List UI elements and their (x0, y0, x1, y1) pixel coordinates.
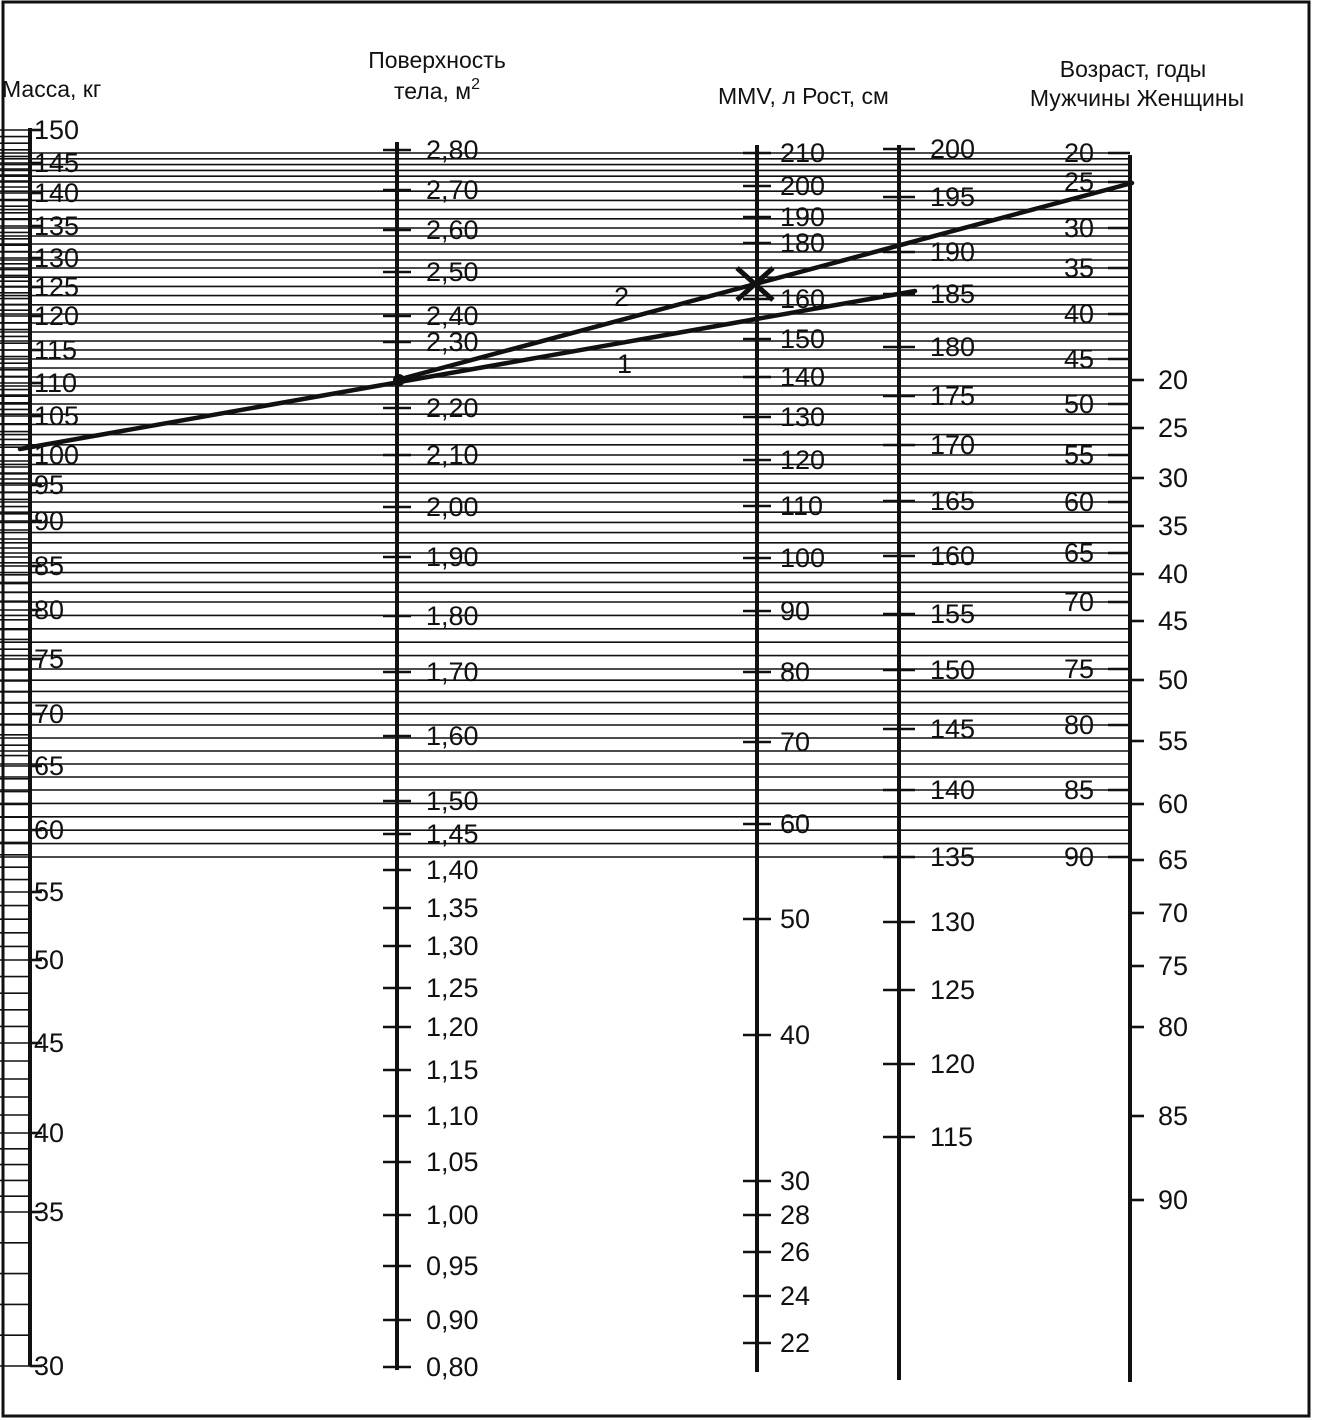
surface-pivot (393, 374, 405, 386)
mmv-tick-label: 60 (780, 809, 811, 839)
mmv-tick-label: 200 (780, 171, 826, 201)
surface-tick-label: 0,80 (426, 1352, 479, 1382)
mmv-tick-label: 28 (780, 1200, 811, 1230)
height-tick-label: 180 (930, 332, 976, 362)
surface-tick-label: 1,00 (426, 1200, 479, 1230)
mmv-tick-label: 26 (780, 1237, 811, 1267)
header-mmv-height: MMV, л Рост, см (718, 83, 889, 109)
header-mass: Масса, кг (2, 76, 102, 102)
mass-tick-label: 140 (34, 178, 80, 208)
height-tick-label: 190 (930, 237, 976, 267)
surface-tick-label: 2,50 (426, 257, 479, 287)
header-surface-1: Поверхность (368, 47, 506, 73)
age_women-tick-label: 65 (1158, 845, 1189, 875)
age_men-tick-label: 70 (1063, 587, 1094, 617)
age_women-tick-label: 85 (1158, 1101, 1189, 1131)
age_women-tick-label: 90 (1158, 1185, 1189, 1215)
age_men-tick-label: 45 (1063, 344, 1094, 374)
mass-tick-label: 80 (34, 595, 65, 625)
mass-tick-label: 30 (34, 1351, 65, 1381)
mass-tick-label: 60 (34, 815, 65, 845)
surface-tick-label: 1,90 (426, 542, 479, 572)
age_women-tick-label: 80 (1158, 1012, 1189, 1042)
mass-tick-label: 65 (34, 751, 65, 781)
age_women-tick-label: 45 (1158, 606, 1189, 636)
height-tick-label: 145 (930, 714, 976, 744)
mass-tick-label: 150 (34, 115, 80, 145)
mass-tick-label: 105 (34, 401, 80, 431)
height-tick-label: 160 (930, 541, 976, 571)
age_men-tick-label: 60 (1063, 487, 1094, 517)
mmv-tick-label: 210 (780, 138, 826, 168)
mmv-tick-label: 110 (780, 491, 824, 521)
height-tick-label: 155 (930, 599, 976, 629)
surface-tick-label: 1,20 (426, 1012, 479, 1042)
mass-tick-label: 100 (34, 440, 80, 470)
mass-tick-label: 135 (34, 211, 80, 241)
surface-tick-label: 2,20 (426, 393, 479, 423)
height-tick-label: 175 (930, 381, 976, 411)
surface-tick-label: 2,00 (426, 492, 479, 522)
mass-tick-label: 95 (34, 470, 65, 500)
mmv-tick-label: 30 (780, 1166, 811, 1196)
mass-tick-label: 115 (34, 335, 78, 365)
age_women-tick-label: 60 (1158, 789, 1189, 819)
height-tick-label: 200 (930, 134, 976, 164)
age_men-tick-label: 90 (1063, 842, 1094, 872)
mmv-tick-label: 24 (780, 1281, 811, 1311)
height-tick-label: 120 (930, 1049, 976, 1079)
surface-tick-label: 1,15 (426, 1055, 479, 1085)
age_men-tick-label: 25 (1063, 167, 1094, 197)
age_men-tick-label: 50 (1063, 389, 1094, 419)
surface-tick-label: 2,30 (426, 327, 479, 357)
mmv-tick-label: 90 (780, 596, 811, 626)
age_men-tick-label: 85 (1063, 775, 1094, 805)
height-tick-label: 140 (930, 775, 976, 805)
surface-tick-label: 1,10 (426, 1101, 479, 1131)
mmv-tick-label: 140 (780, 362, 826, 392)
surface-tick-label: 1,60 (426, 721, 479, 751)
height-tick-label: 150 (930, 655, 976, 685)
surface-tick-label: 1,40 (426, 855, 479, 885)
mass-tick-label: 45 (34, 1028, 65, 1058)
height-tick-label: 135 (930, 842, 976, 872)
mass-tick-label: 130 (34, 243, 80, 273)
height-tick-label: 125 (930, 975, 976, 1005)
age_men-tick-label: 75 (1063, 654, 1094, 684)
mmv-tick-label: 160 (780, 284, 826, 314)
mass-tick-label: 125 (34, 272, 80, 302)
age_women-tick-label: 25 (1158, 413, 1189, 443)
surface-tick-label: 1,25 (426, 973, 479, 1003)
age_women-tick-label: 40 (1158, 559, 1189, 589)
key-line-1-label: 1 (617, 349, 633, 379)
mmv-tick-label: 40 (780, 1020, 811, 1050)
mass-tick-label: 50 (34, 945, 65, 975)
age_men-tick-label: 40 (1063, 299, 1094, 329)
mass-tick-label: 35 (34, 1197, 65, 1227)
mass-tick-label: 40 (34, 1118, 65, 1148)
surface-tick-label: 1,50 (426, 786, 479, 816)
surface-tick-label: 2,60 (426, 215, 479, 245)
height-tick-label: 130 (930, 907, 976, 937)
mass-tick-label: 55 (34, 877, 65, 907)
mass-tick-label: 120 (34, 301, 80, 331)
surface-tick-label: 1,70 (426, 657, 479, 687)
age_men-tick-label: 30 (1063, 213, 1094, 243)
height-tick-label: 115 (930, 1122, 974, 1152)
mass-tick-label: 75 (34, 644, 65, 674)
mmv-tick-label: 22 (780, 1328, 811, 1358)
header-age-2: Мужчины Женщины (1029, 85, 1245, 111)
height-tick-label: 170 (930, 430, 976, 460)
surface-tick-label: 1,80 (426, 601, 479, 631)
height-tick-label: 165 (930, 486, 976, 516)
mmv-tick-label: 100 (780, 543, 826, 573)
height-tick-label: 185 (930, 279, 976, 309)
border (3, 2, 1309, 1416)
height-tick-label: 195 (930, 182, 976, 212)
header-age-1: Возраст, годы (1059, 56, 1207, 82)
age_women-tick-label: 30 (1158, 463, 1189, 493)
age_women-tick-label: 55 (1158, 726, 1189, 756)
mmv-tick-label: 50 (780, 904, 811, 934)
age_women-tick-label: 75 (1158, 951, 1189, 981)
key-line-2-label: 2 (614, 282, 630, 312)
age_women-tick-label: 20 (1158, 365, 1189, 395)
surface-tick-label: 2,40 (426, 301, 479, 331)
surface-tick-label: 1,05 (426, 1147, 479, 1177)
mmv-tick-label: 80 (780, 657, 811, 687)
mmv-tick-label: 70 (780, 727, 811, 757)
surface-tick-label: 1,45 (426, 819, 479, 849)
age_women-tick-label: 70 (1158, 898, 1189, 928)
surface-tick-label: 2,70 (426, 175, 479, 205)
mmv-tick-label: 190 (780, 202, 826, 232)
header-surface-2: тела, $м^2$ (393, 76, 481, 104)
mmv-tick-label: 180 (780, 228, 826, 258)
age_men-tick-label: 80 (1063, 710, 1094, 740)
mmv-tick-label: 120 (780, 445, 826, 475)
surface-tick-label: 0,90 (426, 1305, 479, 1335)
mass-tick-label: 85 (34, 551, 65, 581)
surface-tick-label: 1,30 (426, 931, 479, 961)
age_men-tick-label: 55 (1063, 440, 1094, 470)
age_women-tick-label: 50 (1158, 665, 1189, 695)
mass-tick-label: 70 (34, 699, 65, 729)
mass-tick-label: 90 (34, 506, 65, 536)
mass-tick-label: 110 (34, 368, 78, 398)
surface-tick-label: 0,95 (426, 1251, 479, 1281)
surface-tick-label: 1,35 (426, 893, 479, 923)
mmv-tick-label: 130 (780, 402, 826, 432)
mass-tick-label: 145 (34, 148, 80, 178)
age_women-tick-label: 35 (1158, 511, 1189, 541)
surface-tick-label: 2,80 (426, 135, 479, 165)
age_men-tick-label: 65 (1063, 538, 1094, 568)
mmv-tick-label: 150 (780, 324, 826, 354)
surface-tick-label: 2,10 (426, 440, 479, 470)
age_men-tick-label: 35 (1063, 253, 1094, 283)
age_men-tick-label: 20 (1063, 138, 1094, 168)
